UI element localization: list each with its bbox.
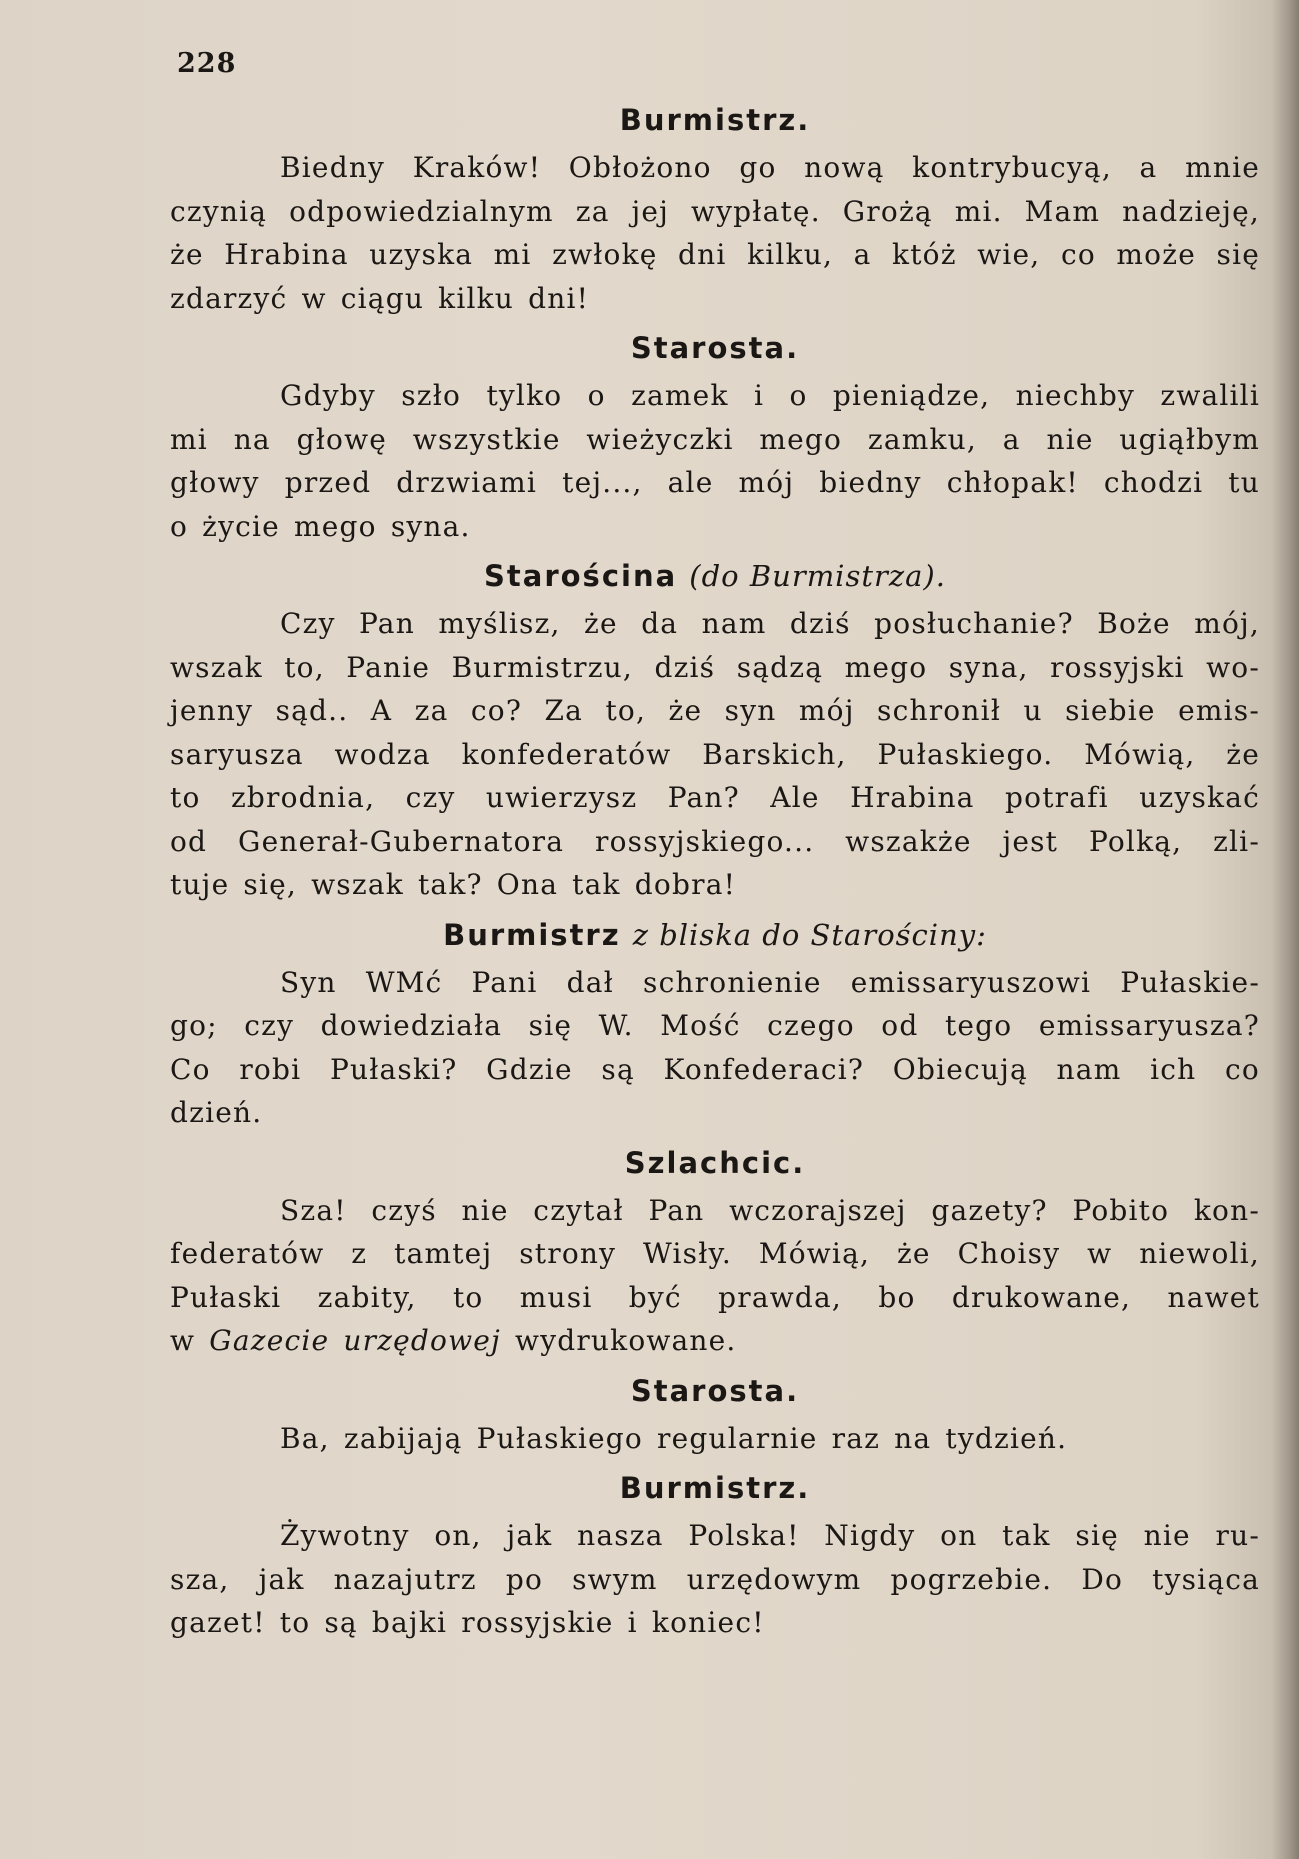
text-line: od Generał-Gubernatora rossyjskiego... wszakże jest Polką, zli- xyxy=(170,824,1260,858)
text-line: federatów z tamtej strony Wisły. Mówią, że Choisy w niewoli, xyxy=(170,1237,1260,1270)
text-line: go; czy dowiedziała się W. Mość czego od tego emissaryusza? xyxy=(170,1009,1260,1042)
speaker-name: Starościna xyxy=(484,559,678,593)
speaker-heading xyxy=(170,554,1260,598)
text-line: zdarzyć w ciągu kilku dni! xyxy=(170,281,590,315)
text-line: że Hrabina uzyska mi zwłokę dni kilku, a któż wie, co może się xyxy=(170,238,1260,271)
text-line: tuje się, wszak tak? Ona tak dobra! xyxy=(170,868,737,901)
text-fragment: w xyxy=(170,1324,210,1357)
speaker-heading: Burmistrz. xyxy=(619,1471,811,1505)
text-line: Gdyby szło tylko o zamek i o pieniądze, niechby zwalili xyxy=(280,379,1260,412)
newspaper-title: Gazecie urzędowej xyxy=(209,1324,501,1357)
stage-direction: z bliska do Starościny: xyxy=(632,917,987,952)
stage-direction: (do Burmistrza). xyxy=(689,559,946,593)
text-line: o życie mego syna. xyxy=(170,509,471,543)
text-line: Żywotny on, jak nasza Polska! Nigdy on tak się nie ru- xyxy=(280,1519,1260,1552)
speaker-name: Burmistrz xyxy=(443,917,621,952)
text-line xyxy=(170,1319,1260,1363)
text-line: wszak to, Panie Burmistrzu, dziś sądzą mego syna, rossyjski wo- xyxy=(170,650,1260,684)
speaker-heading: Starosta. xyxy=(630,1373,800,1408)
text-line: gazet! to są bajki rossyjskie i koniec! xyxy=(170,1606,765,1639)
speaker-heading: Starosta. xyxy=(630,331,800,365)
text-line: sza, jak nazajutrz po swym urzędowym pogrzebie. Do tysiąca xyxy=(170,1562,1260,1596)
page-number: 228 xyxy=(177,48,237,79)
page-edge-shadow xyxy=(1271,0,1299,1859)
text-fragment: wydrukowane. xyxy=(500,1324,737,1357)
text-line: to zbrodnia, czy uwierzysz Pan? Ale Hrabina potrafi uzyskać xyxy=(170,781,1260,814)
speaker-heading xyxy=(170,913,1260,957)
text-line: mi na głowę wszystkie wieżyczki mego zamku, a nie ugiąłbym xyxy=(170,422,1260,456)
text-line: Czy Pan myślisz, że da nam dziś posłuchanie? Boże mój, xyxy=(280,607,1260,640)
speaker-heading: Burmistrz. xyxy=(619,103,811,137)
text-line: Syn WMć Pani dał schronienie emissaryuszowi Pułaskie- xyxy=(280,965,1260,999)
text-line: głowy przed drzwiami tej..., ale mój biedny chłopak! chodzi tu xyxy=(170,466,1260,499)
text-line: saryusza wodza konfederatów Barskich, Pułaskiego. Mówią, że xyxy=(170,737,1260,771)
text-line: Biedny Kraków! Obłożono go nową kontrybucyą, a mnie xyxy=(280,151,1260,184)
text-line: Co robi Pułaski? Gdzie są Konfederaci? Obiecują nam ich co xyxy=(170,1052,1260,1086)
speaker-heading: Szlachcic. xyxy=(624,1145,806,1180)
text-line: czynią odpowiedzialnym za jej wypłatę. Grożą mi. Mam nadzieję, xyxy=(170,194,1260,228)
page-text xyxy=(170,92,1260,1645)
text-line: dzień. xyxy=(170,1096,263,1129)
text-line: Ba, zabijają Pułaskiego regularnie raz na tydzień. xyxy=(280,1421,1068,1455)
text-line: Sza! czyś nie czytał Pan wczorajszej gazety? Pobito kon- xyxy=(280,1193,1260,1227)
text-line: Pułaski zabity, to musi być prawda, bo drukowane, nawet xyxy=(170,1280,1260,1314)
text-line: jenny sąd.. A za co? Za to, że syn mój schronił u siebie emis- xyxy=(170,694,1260,727)
